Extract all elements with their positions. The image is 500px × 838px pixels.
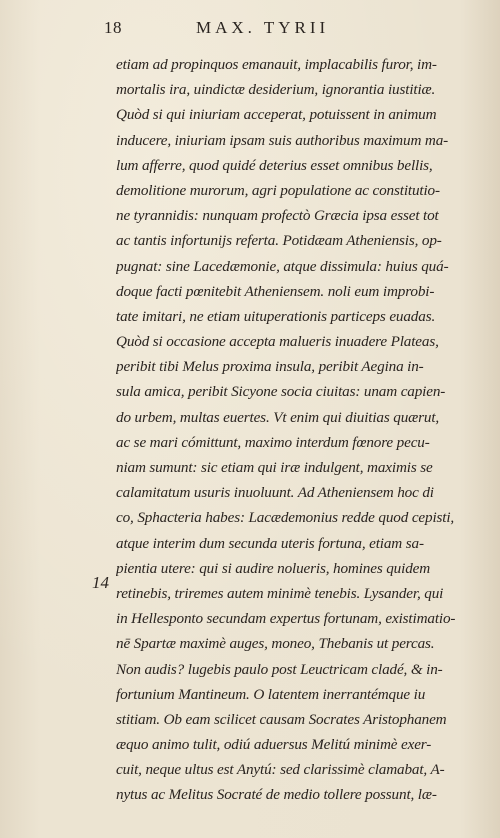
text-line: ne tyrannidis: nunquam profectò Græcia ipsa esset tot <box>116 207 439 225</box>
text-line: nē Spartæ maximè auges, moneo, Thebanis ut percas. <box>116 635 435 653</box>
text-line: mortalis ira, uindictæ desiderium, ignorantia iustitiæ. <box>116 81 436 99</box>
text-line: nytus ac Melitus Socraté de medio tollere possunt, læ- <box>116 786 437 804</box>
text-line: inducere, iniuriam ipsam suis authoribus maximum ma- <box>116 131 449 149</box>
text-line: sula amica, peribit Sicyone socia ciuitas: unam capien- <box>116 383 446 401</box>
margin-marker: 14 <box>92 573 109 592</box>
text-line: demolitione murorum, agri populatione ac constitutio- <box>116 181 440 199</box>
text-line: cuit, neque ultus est Anytú: sed clarissimè clamabat, A- <box>116 761 445 779</box>
text-line: do urbem, multas euertes. Vt enim qui diuitias quærut, <box>116 408 440 426</box>
text-line: doque facti pœnitebit Atheniensem. noli eum improbi- <box>116 282 435 300</box>
text-line: Quòd si occasione accepta malueris inuadere Plateas, <box>116 333 439 351</box>
text-line: niam sumunt: sic etiam qui iræ indulgent, maximis se <box>116 459 433 476</box>
text-line: fortunium Mantineum. O latentem inerrantémque iu <box>116 685 426 703</box>
text-line: Quòd si qui iniuriam acceperat, potuissent in animum <box>116 106 437 124</box>
text-line: æquo animo tulit, odiú aduersus Melitú minimè exer- <box>116 736 432 754</box>
text-line: pugnat: sine Lacedæmonie, atque dissimula: huius quá- <box>116 257 449 275</box>
text-line: lum afferre, quod quidé deterius esset omnibus bellis, <box>116 156 433 174</box>
text-line: tate imitari, ne etiam uituperationis particeps euadas. <box>116 307 436 325</box>
text-line: Non audis? lugebis paulo post Leuctricam cladé, & in- <box>116 660 443 678</box>
running-head: MAX. TYRII <box>196 18 330 37</box>
text-line: atque interim dum secunda uteris fortuna, etiam sa- <box>116 534 424 552</box>
text-line: retinebis, triremes autem minimè tenebis. Lysander, qui <box>116 584 444 602</box>
page-header <box>0 18 500 42</box>
text-line: etiam ad propinquos emanauit, implacabilis furor, im- <box>116 56 437 73</box>
text-line: ac se mari cómittunt, maximo interdum fœnore pecu- <box>116 433 430 451</box>
body-text <box>116 52 478 808</box>
text-line: in Hellesponto secundam expertus fortunam, existimatio- <box>116 610 456 628</box>
text-line: calamitatum usuris inuoluunt. Ad Atheniensem hoc di <box>116 484 434 502</box>
text-line: pientia utere: qui si audire nolueris, homines quidem <box>116 559 431 577</box>
text-line: peribit tibi Melus proxima insula, peribit Aegina in- <box>116 358 424 376</box>
text-line: stitiam. Ob eam scilicet causam Socrates Aristophanem <box>116 710 447 728</box>
text-line: co, Sphacteria habes: Lacædemonius redde quod cepisti, <box>116 509 455 527</box>
page-number: 18 <box>104 18 122 37</box>
text-line: ac tantis infortunijs referta. Potidæam Atheniensis, op- <box>116 232 442 250</box>
